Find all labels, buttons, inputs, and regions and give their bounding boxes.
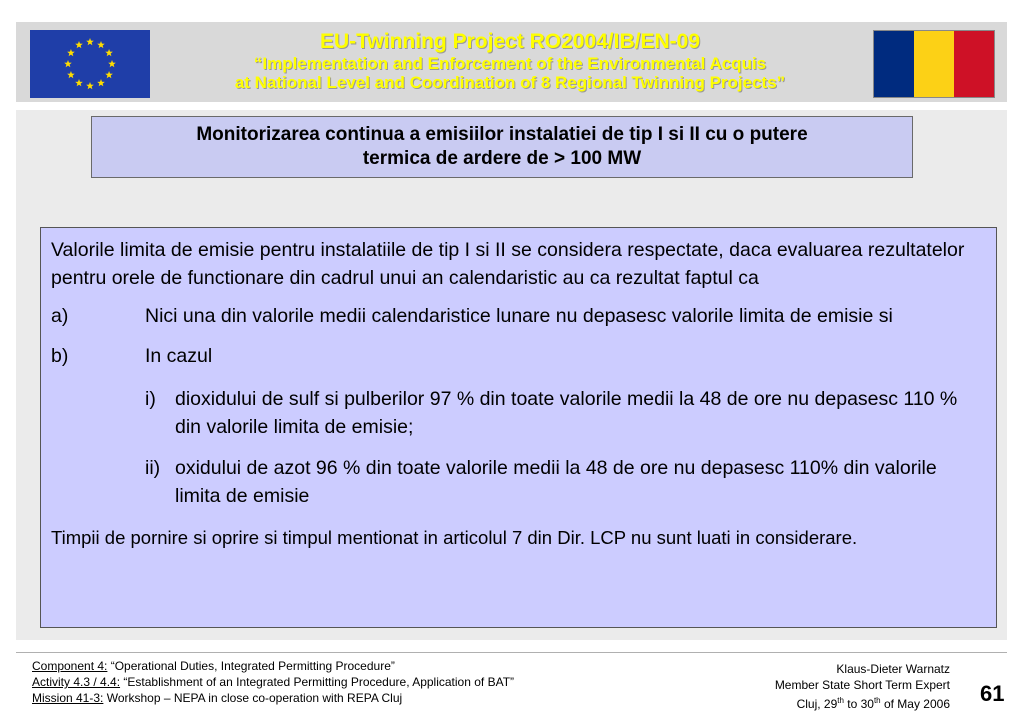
sub-item-i bbox=[145, 385, 986, 441]
footer-component-label: Component 4: bbox=[32, 659, 108, 673]
footer-mission-line bbox=[32, 690, 514, 706]
project-title: EU-Twinning Project RO2004/IB/EN-09 bbox=[319, 30, 701, 53]
project-subtitle-2: at National Level and Coordination of 8 Regional Twinning Projects” bbox=[234, 72, 786, 92]
footer-author-name: Klaus-Dieter Warnatz bbox=[836, 662, 950, 676]
footer-mission-label: Mission 41-3: bbox=[32, 691, 104, 705]
footer-date bbox=[775, 693, 950, 712]
footer-activity-label: Activity 4.3 / 4.4: bbox=[32, 675, 121, 689]
list-item-b bbox=[51, 342, 986, 370]
list-item-a-text: Nici una din valorile medii calendaristice lunare nu depasesc valorile limita de emisie si bbox=[145, 305, 893, 327]
eu-star-icon bbox=[97, 79, 105, 86]
flag-stripe-blue bbox=[874, 31, 914, 97]
flag-stripe-red bbox=[954, 31, 994, 97]
eu-star-icon bbox=[75, 79, 83, 86]
slide-title-line-2: termica de ardere de > 100 MW bbox=[362, 148, 642, 169]
eu-star-icon bbox=[86, 82, 94, 89]
footnote-text: Timpii de pornire si oprire si timpul mentionat in articolul 7 din Dir. LCP nu sunt luati in considerare. bbox=[51, 527, 858, 548]
sub-item-i-label: i) bbox=[145, 388, 156, 410]
eu-star-icon bbox=[108, 60, 116, 67]
eu-star-icon bbox=[105, 71, 113, 78]
sub-item-ii-text: oxidului de azot 96 % din toate valorile medii la 48 de ore nu depasesc 110% din valorile limita de emisie bbox=[175, 457, 937, 507]
footer-component-text: “Operational Duties, Integrated Permitting Procedure” bbox=[107, 659, 395, 673]
eu-flag-icon bbox=[30, 30, 150, 98]
footer-date-middle: to 30 bbox=[843, 697, 874, 711]
footer-mission-text: Workshop – NEPA in close co-operation with REPA Cluj bbox=[103, 691, 403, 705]
footer-divider bbox=[16, 652, 1007, 653]
footer-component-line bbox=[32, 658, 514, 674]
eu-star-icon bbox=[64, 60, 72, 67]
sub-item-ii bbox=[145, 454, 986, 510]
intro-paragraph: Valorile limita de emisie pentru instalatiile de tip I si II se considera respectate, daca evaluarea rezultatelor pentru orele de functionare din cadrul unui an calendaristic au ca rezultat faptul ca bbox=[51, 239, 965, 289]
flag-stripe-yellow bbox=[914, 31, 954, 97]
eu-star-icon bbox=[86, 38, 94, 45]
project-header bbox=[160, 30, 860, 92]
footer-date-sup-2: th bbox=[873, 696, 881, 705]
footer-project-info bbox=[32, 658, 514, 706]
footer-author-role: Member State Short Term Expert bbox=[774, 678, 950, 692]
sub-item-ii-label: ii) bbox=[145, 457, 161, 479]
footer-author-info bbox=[775, 661, 950, 712]
eu-star-icon bbox=[67, 49, 75, 56]
romania-flag-icon bbox=[873, 30, 995, 98]
footer-date-sup-1: th bbox=[837, 696, 844, 705]
list-item-a bbox=[51, 302, 986, 330]
footer-activity-line bbox=[32, 674, 514, 690]
footer-date-start: Cluj, 29 bbox=[796, 697, 838, 711]
page-number: 61 bbox=[980, 681, 1005, 706]
eu-star-icon bbox=[105, 49, 113, 56]
slide-title bbox=[91, 116, 913, 178]
eu-star-icon bbox=[97, 41, 105, 48]
main-text-box bbox=[40, 227, 997, 628]
sub-item-i-text: dioxidului de sulf si pulberilor 97 % din toate valorile medii la 48 de ore nu depasesc 110 % din valorile limita de emisie; bbox=[175, 388, 958, 438]
eu-star-icon bbox=[67, 71, 75, 78]
eu-stars bbox=[30, 30, 150, 98]
list-item-a-label: a) bbox=[51, 305, 69, 327]
slide-title-line-1: Monitorizarea continua a emisiilor instalatiei de tip I si II cu o putere bbox=[196, 124, 808, 146]
footer-activity-text: “Establishment of an Integrated Permitting Procedure, Application of BAT” bbox=[120, 675, 515, 689]
list-item-b-label: b) bbox=[51, 345, 69, 367]
list-item-b-text: In cazul bbox=[145, 345, 213, 367]
project-subtitle-1: “Implementation and Enforcement of the Environmental Acquis bbox=[253, 53, 767, 73]
eu-star-icon bbox=[75, 41, 83, 48]
footer-date-end: of May 2006 bbox=[880, 697, 950, 711]
